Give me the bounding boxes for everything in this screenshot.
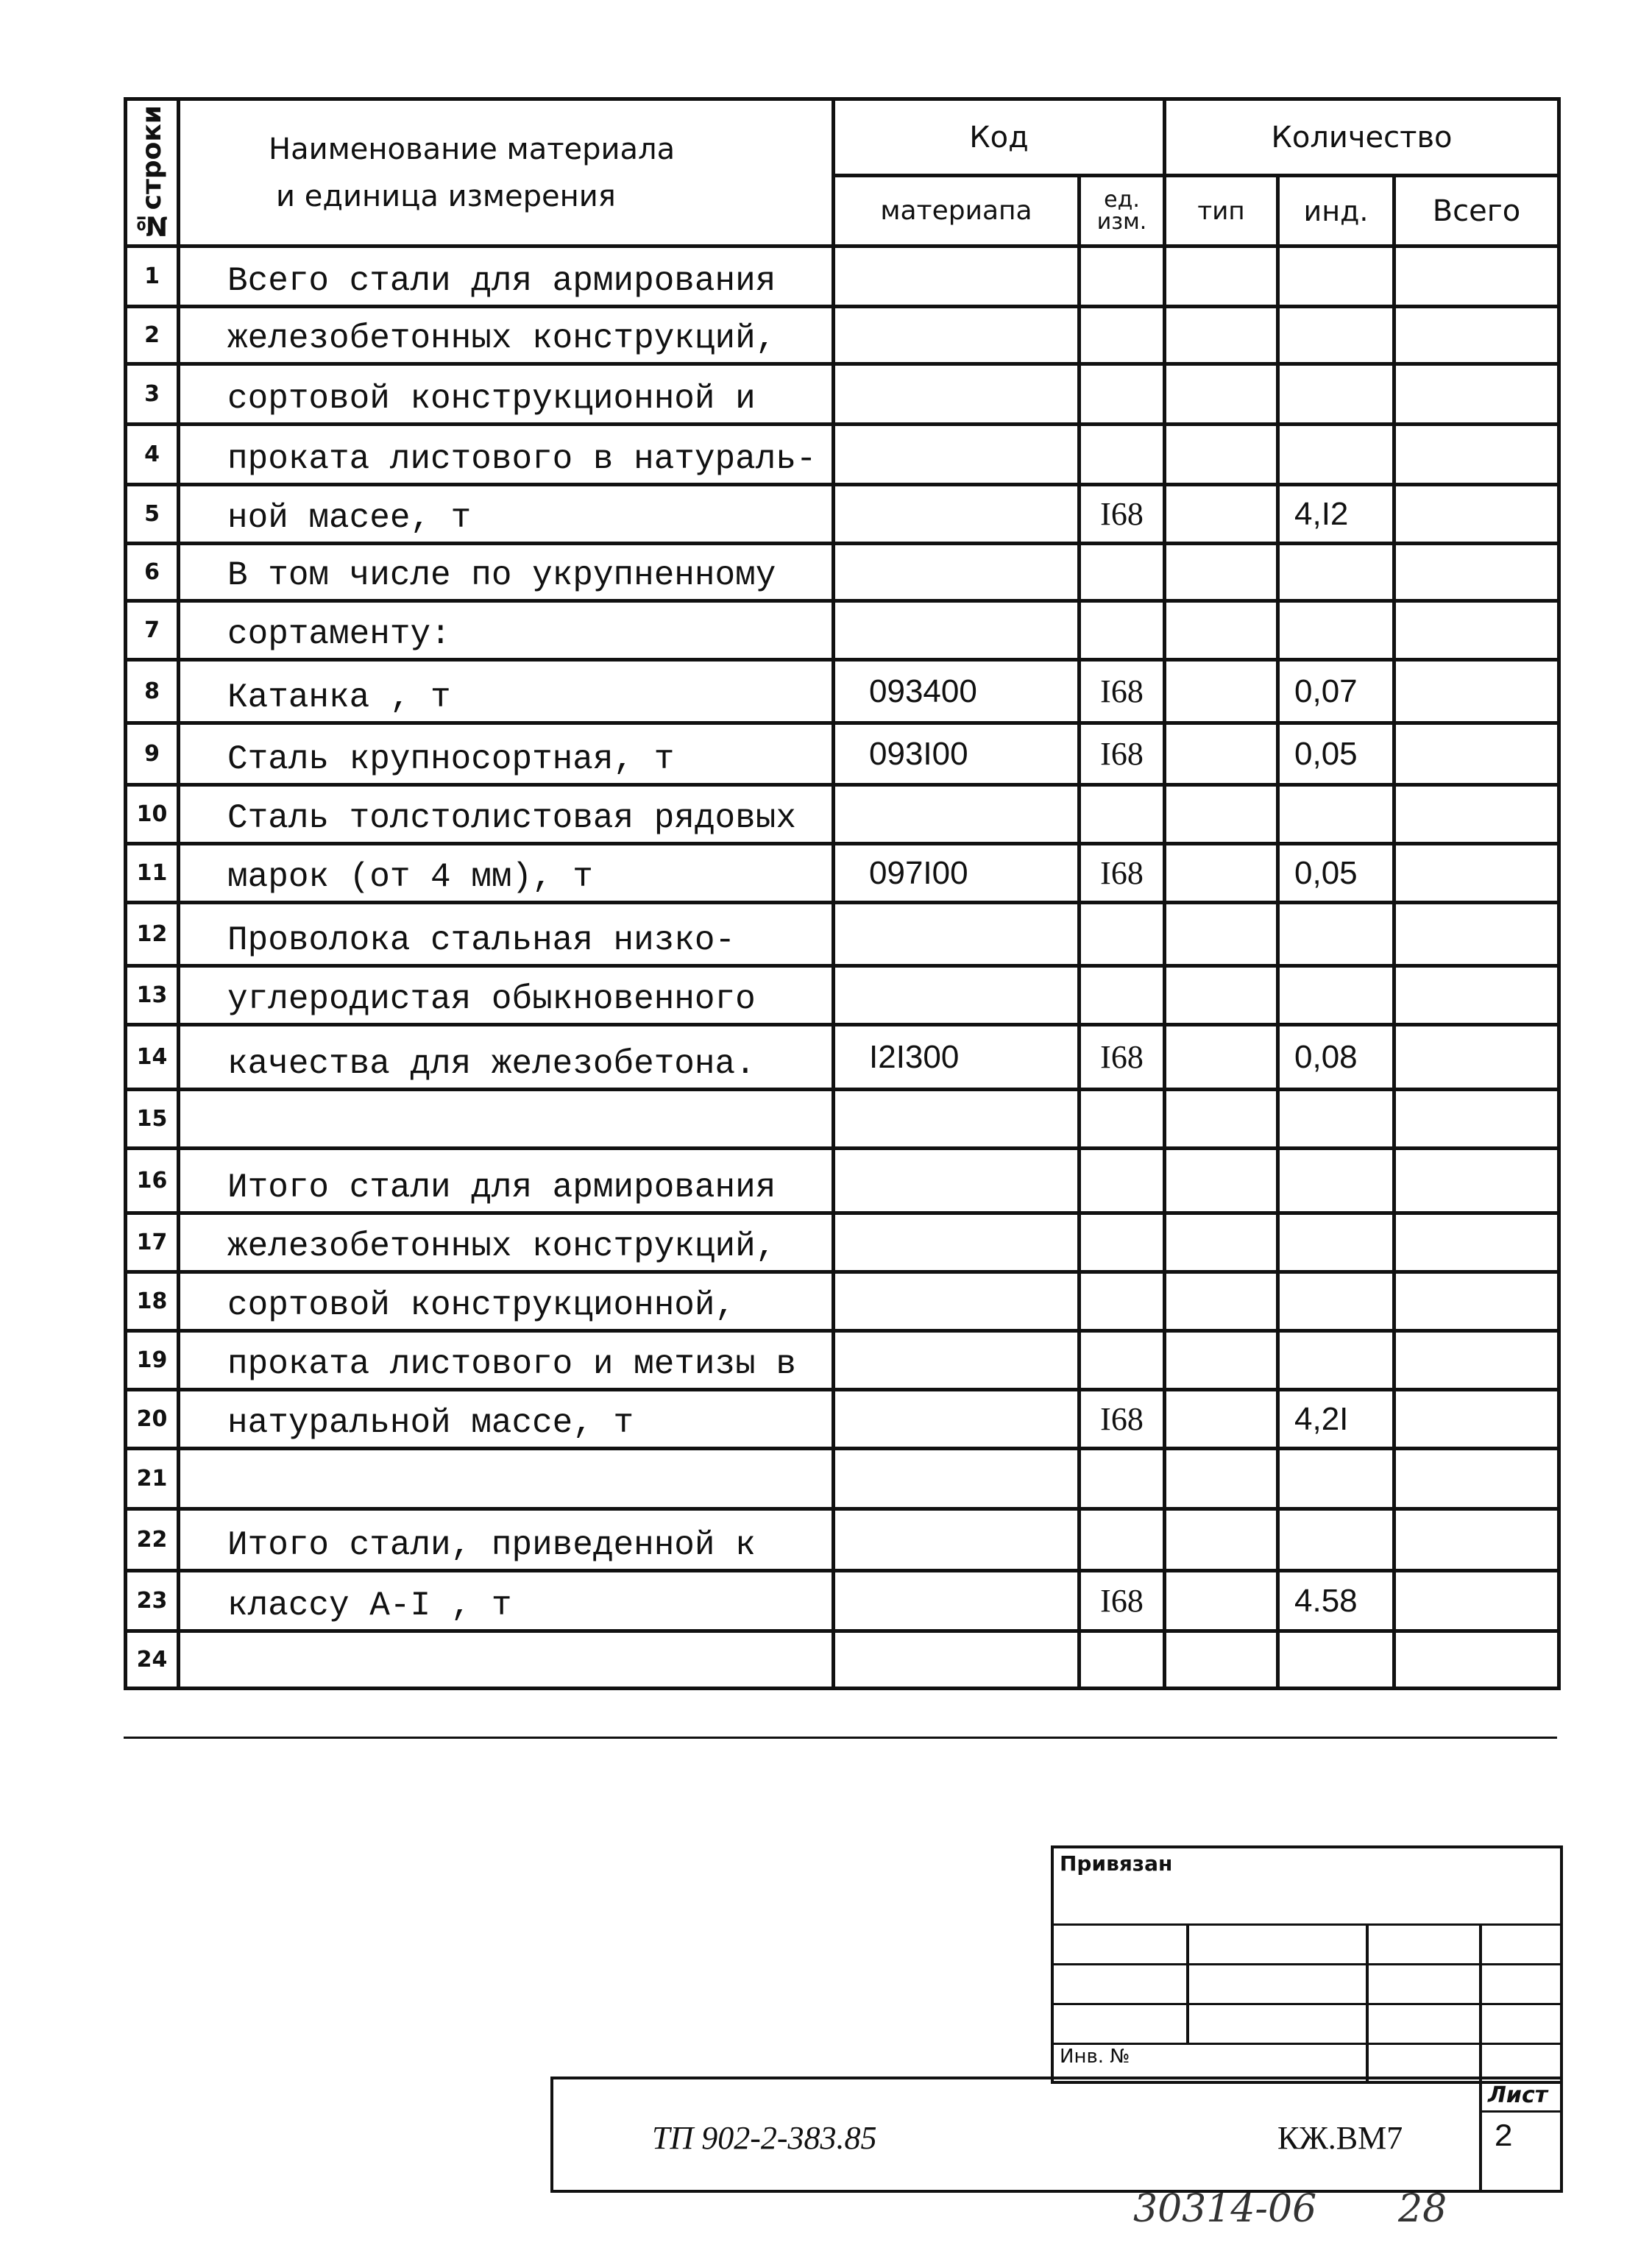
material-code (834, 1213, 1080, 1272)
qty-total (1394, 1025, 1559, 1090)
qty-individual (1278, 1149, 1394, 1213)
table-row (126, 844, 1559, 903)
unit-code (1080, 1509, 1165, 1571)
qty-individual (1278, 544, 1394, 601)
unit-code: I68 (1080, 844, 1165, 903)
row-number: 2 (126, 307, 179, 364)
material-code: 093I00 (834, 723, 1080, 785)
material-name: классу А-I , т (179, 1571, 834, 1631)
title-block-divider (1479, 2110, 1560, 2113)
table-row (126, 544, 1559, 601)
row-number-header-label: №строки (137, 104, 167, 241)
qty-type (1165, 601, 1278, 660)
material-name (179, 1631, 834, 1689)
table-row (126, 1272, 1559, 1331)
material-code (834, 544, 1080, 601)
qty-total (1394, 601, 1559, 660)
table-row (126, 1631, 1559, 1689)
material-code (834, 1331, 1080, 1390)
table-row (126, 247, 1559, 307)
binding-label: Привязан (1060, 1851, 1173, 1876)
table-row (126, 1449, 1559, 1509)
material-name: Проволока стальная низко- (179, 903, 834, 966)
material-name: марок (от 4 мм), т (179, 844, 834, 903)
materials-table (124, 97, 1561, 1690)
row-number: 1 (126, 247, 179, 307)
qty-individual: 0,08 (1278, 1025, 1394, 1090)
row-number: 8 (126, 660, 179, 723)
qty-total (1394, 544, 1559, 601)
qty-type (1165, 247, 1278, 307)
unit-code (1080, 966, 1165, 1025)
stamp-divider (1186, 1923, 1189, 2043)
row-number-header (126, 99, 179, 247)
qty-type (1165, 966, 1278, 1025)
material-name-header-line2: и единица измерения (276, 179, 616, 213)
qty-total-header: Всего (1394, 176, 1559, 247)
qty-type (1165, 1090, 1278, 1149)
document-code: КЖ.ВМ7 (1277, 2120, 1403, 2156)
unit-code (1080, 601, 1165, 660)
qty-individual (1278, 903, 1394, 966)
qty-individual (1278, 1449, 1394, 1509)
sheet-number: 2 (1494, 2119, 1514, 2156)
qty-type (1165, 425, 1278, 485)
material-name: сортовой конструкционной, (179, 1272, 834, 1331)
qty-individual (1278, 1509, 1394, 1571)
qty-individual: 4.58 (1278, 1571, 1394, 1631)
table-row (126, 1509, 1559, 1571)
quantity-header: Количество (1165, 99, 1559, 176)
unit-code (1080, 785, 1165, 844)
project-code: ТП 902-2-383.85 (652, 2120, 877, 2156)
qty-type (1165, 1390, 1278, 1449)
qty-individual (1278, 601, 1394, 660)
material-code (834, 1149, 1080, 1213)
archive-number: 30314-06 (1133, 2187, 1317, 2231)
qty-individual (1278, 1631, 1394, 1689)
stamp-divider (1366, 1923, 1369, 2081)
row-number: 5 (126, 485, 179, 544)
unit-code (1080, 307, 1165, 364)
qty-individual (1278, 1213, 1394, 1272)
material-name-header-line1: Наименование материала (269, 132, 676, 166)
qty-individual (1278, 307, 1394, 364)
qty-total (1394, 844, 1559, 903)
table-row (126, 1025, 1559, 1090)
qty-type (1165, 307, 1278, 364)
material-name: Сталь толстолистовая рядовых (179, 785, 834, 844)
qty-total (1394, 723, 1559, 785)
code-header: Код (834, 99, 1165, 176)
qty-total (1394, 1390, 1559, 1449)
qty-type (1165, 1149, 1278, 1213)
qty-total (1394, 1272, 1559, 1331)
unit-code (1080, 1090, 1165, 1149)
qty-type-header: тип (1165, 176, 1278, 247)
page-number: 28 (1398, 2187, 1447, 2231)
material-code (834, 785, 1080, 844)
unit-code: I68 (1080, 1571, 1165, 1631)
material-code (834, 364, 1080, 425)
table-row (126, 660, 1559, 723)
unit-code: I68 (1080, 1025, 1165, 1090)
row-number: 20 (126, 1390, 179, 1449)
row-number: 7 (126, 601, 179, 660)
title-block-divider (1479, 2077, 1482, 2190)
unit-code (1080, 903, 1165, 966)
qty-type (1165, 1449, 1278, 1509)
table-row (126, 485, 1559, 544)
unit-code: I68 (1080, 660, 1165, 723)
row-number: 19 (126, 1331, 179, 1390)
material-name: Всего стали для армирования (179, 247, 834, 307)
material-name: сортаменту: (179, 601, 834, 660)
material-name (179, 1449, 834, 1509)
row-number: 9 (126, 723, 179, 785)
unit-code: I68 (1080, 485, 1165, 544)
material-code (834, 601, 1080, 660)
table-row (126, 1390, 1559, 1449)
table-row (126, 966, 1559, 1025)
qty-type (1165, 364, 1278, 425)
qty-individual (1278, 785, 1394, 844)
code-unit-header: ед. изм. (1080, 176, 1165, 247)
material-code (834, 1631, 1080, 1689)
material-code (834, 1390, 1080, 1449)
material-name: железобетонных конструкций, (179, 307, 834, 364)
qty-total (1394, 785, 1559, 844)
unit-code (1080, 247, 1165, 307)
qty-type (1165, 1571, 1278, 1631)
material-name: проката листового в натураль- (179, 425, 834, 485)
material-name: В том числе по укрупненному (179, 544, 834, 601)
row-number: 6 (126, 544, 179, 601)
unit-code: I68 (1080, 723, 1165, 785)
unit-code: I68 (1080, 1390, 1165, 1449)
row-number: 12 (126, 903, 179, 966)
unit-code (1080, 1213, 1165, 1272)
qty-total (1394, 1509, 1559, 1571)
qty-individual: 4,I2 (1278, 485, 1394, 544)
qty-total (1394, 485, 1559, 544)
frame-line (124, 1737, 1557, 1739)
material-code (834, 903, 1080, 966)
table-row (126, 364, 1559, 425)
row-number: 16 (126, 1149, 179, 1213)
material-name: Итого стали для армирования (179, 1149, 834, 1213)
row-number: 21 (126, 1449, 179, 1509)
qty-type (1165, 1272, 1278, 1331)
unit-code (1080, 1331, 1165, 1390)
row-number: 17 (126, 1213, 179, 1272)
row-number: 22 (126, 1509, 179, 1571)
table-row (126, 1331, 1559, 1390)
row-number: 3 (126, 364, 179, 425)
table-row (126, 903, 1559, 966)
qty-individual (1278, 364, 1394, 425)
qty-total (1394, 1213, 1559, 1272)
qty-type (1165, 660, 1278, 723)
row-number: 14 (126, 1025, 179, 1090)
stamp-divider (1051, 2003, 1560, 2005)
qty-total (1394, 425, 1559, 485)
material-name: углеродистая обыкновенного (179, 966, 834, 1025)
table-row (126, 1149, 1559, 1213)
qty-individual (1278, 1090, 1394, 1149)
material-name: сортовой конструкционной и (179, 364, 834, 425)
qty-total (1394, 1090, 1559, 1149)
material-code: 093400 (834, 660, 1080, 723)
row-number: 10 (126, 785, 179, 844)
table-row (126, 785, 1559, 844)
row-number: 23 (126, 1571, 179, 1631)
qty-type (1165, 1631, 1278, 1689)
qty-type (1165, 1213, 1278, 1272)
code-material-header: материапа (834, 176, 1080, 247)
qty-type (1165, 544, 1278, 601)
material-code (834, 485, 1080, 544)
row-number: 24 (126, 1631, 179, 1689)
table-row (126, 425, 1559, 485)
unit-code (1080, 364, 1165, 425)
qty-individual (1278, 1272, 1394, 1331)
material-name: Катанка , т (179, 660, 834, 723)
unit-code (1080, 544, 1165, 601)
materials-table-body (126, 247, 1559, 1689)
qty-total (1394, 307, 1559, 364)
stamp-divider (1479, 1923, 1482, 2081)
row-number: 4 (126, 425, 179, 485)
material-name: ной масее, т (179, 485, 834, 544)
qty-type (1165, 1509, 1278, 1571)
qty-type (1165, 485, 1278, 544)
qty-individual: 0,07 (1278, 660, 1394, 723)
table-row (126, 307, 1559, 364)
qty-individual (1278, 966, 1394, 1025)
qty-total (1394, 1331, 1559, 1390)
unit-code (1080, 425, 1165, 485)
qty-individual: 4,2I (1278, 1390, 1394, 1449)
sheet-label: Лист (1488, 2082, 1548, 2108)
qty-type (1165, 1331, 1278, 1390)
qty-individual (1278, 425, 1394, 485)
qty-total (1394, 966, 1559, 1025)
material-code (834, 247, 1080, 307)
qty-total (1394, 364, 1559, 425)
qty-individual (1278, 1331, 1394, 1390)
material-code (834, 307, 1080, 364)
stamp-divider (1051, 1963, 1560, 1965)
unit-code (1080, 1149, 1165, 1213)
qty-type (1165, 844, 1278, 903)
qty-type (1165, 1025, 1278, 1090)
row-number: 18 (126, 1272, 179, 1331)
unit-code (1080, 1272, 1165, 1331)
material-name: Итого стали, приведенной к (179, 1509, 834, 1571)
material-name: натуральной массе, т (179, 1390, 834, 1449)
unit-code (1080, 1449, 1165, 1509)
material-name: железобетонных конструкций, (179, 1213, 834, 1272)
qty-individual: 0,05 (1278, 844, 1394, 903)
material-name: качества для железобетона. (179, 1025, 834, 1090)
unit-code (1080, 1631, 1165, 1689)
inventory-number-label: Инв. № (1060, 2046, 1130, 2068)
material-name: Сталь крупносортная, т (179, 723, 834, 785)
row-number: 15 (126, 1090, 179, 1149)
material-name-header (179, 99, 834, 247)
stamp-divider (1051, 1923, 1560, 1926)
qty-total (1394, 1149, 1559, 1213)
qty-total (1394, 660, 1559, 723)
qty-type (1165, 723, 1278, 785)
row-number: 11 (126, 844, 179, 903)
material-code: I2I300 (834, 1025, 1080, 1090)
qty-total (1394, 1449, 1559, 1509)
material-code (834, 425, 1080, 485)
qty-individual (1278, 247, 1394, 307)
stamp-divider (1051, 2043, 1560, 2045)
material-name (179, 1090, 834, 1149)
material-name: проката листового и метизы в (179, 1331, 834, 1390)
qty-individual: 0,05 (1278, 723, 1394, 785)
table-row (126, 1213, 1559, 1272)
table-row (126, 601, 1559, 660)
row-number: 13 (126, 966, 179, 1025)
qty-total (1394, 903, 1559, 966)
material-code (834, 1272, 1080, 1331)
material-code (834, 966, 1080, 1025)
qty-ind-header: инд. (1278, 176, 1394, 247)
table-row (126, 1090, 1559, 1149)
table-row (126, 1571, 1559, 1631)
material-code (834, 1090, 1080, 1149)
qty-total (1394, 247, 1559, 307)
material-code (834, 1571, 1080, 1631)
qty-type (1165, 785, 1278, 844)
qty-total (1394, 1631, 1559, 1689)
qty-type (1165, 903, 1278, 966)
material-code (834, 1509, 1080, 1571)
qty-total (1394, 1571, 1559, 1631)
material-code (834, 1449, 1080, 1509)
table-row (126, 723, 1559, 785)
material-code: 097I00 (834, 844, 1080, 903)
